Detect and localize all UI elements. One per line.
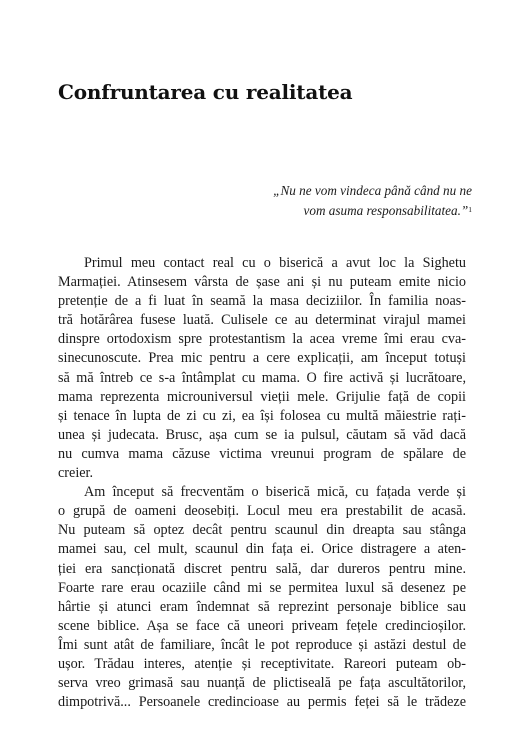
chapter-body xyxy=(58,254,466,712)
paragraph-1 xyxy=(58,254,466,483)
text-line: Marmației. Atinsesem vârsta de șase ani și nu puteam emite nicio xyxy=(58,274,466,291)
text-line: Foarte rare erau ocaziile când mi se permitea luxul să desenez pe xyxy=(58,579,466,596)
text-line: scene biblice. Așa se face că uneori priveam fețele credincioșilor. xyxy=(58,617,466,634)
text-line: pretenție de a fi luat în seamă la masa deciziilor. În familia noas- xyxy=(58,293,466,310)
text-line: ușor. Trădau interes, atenție și receptivitate. Rareori puteam ob- xyxy=(58,655,466,672)
text-line: nu cumva mama căzuse victima vreunui program de spălare de xyxy=(58,445,466,462)
text-line: Nu puteam să optez decât pentru scaunul din dreapta sau stânga xyxy=(58,522,466,539)
epigraph-line-text: vom asuma responsabilitatea.” xyxy=(303,203,469,218)
text-line: unea și judecata. Brusc, așa cum se ia pulsul, căutam să văd dacă xyxy=(58,426,466,443)
text-line: mama reprezenta microuniversul vieții mele. Grijulie față de copii xyxy=(58,388,466,405)
epigraph-line xyxy=(172,181,472,201)
text-line: să mă întreb ce s-a întâmplat cu mama. O fire activă și lucrătoare, xyxy=(58,369,466,386)
text-line: mamei sau, cel mult, scaunul din fața ei. Orice distragere a aten- xyxy=(58,541,466,558)
epigraph xyxy=(172,181,472,221)
paragraph-2 xyxy=(58,483,466,712)
text-line: tră hotărârea fusese luată. Culisele ce au determinat virajul mamei xyxy=(58,312,466,329)
epigraph-line xyxy=(172,201,472,221)
text-line: și tenace în lupta de zi cu zi, ea își folosea cu multă măiestrie rați- xyxy=(58,407,466,424)
text-line: Primul meu contact real cu o biserică a avut loc la Sighetu xyxy=(84,255,466,271)
chapter-title: Confruntarea cu realitatea xyxy=(58,80,353,104)
epigraph-line-text: „Nu ne vom vindeca până când nu ne xyxy=(273,183,472,198)
text-line: Îmi sunt atât de familiare, încât le pot reproduce și astăzi destul de xyxy=(58,636,466,653)
text-line: creier. xyxy=(58,465,94,482)
text-line: sinecunoscute. Prea mic pentru a cere explicații, am început totuși xyxy=(58,350,466,367)
text-line: serva vreo grimasă sau nuanță de plictiseală pe fața ascultătorilor, xyxy=(58,675,466,692)
text-line: o grupă de oameni deosebiți. Locul meu era prestabilit de acasă. xyxy=(58,503,466,520)
text-line: dimpotrivă... Persoanele credincioase au permis feței să le trădeze xyxy=(58,694,466,711)
text-line: ției era sancționată discret pentru sală, dar dureros pentru mine. xyxy=(58,560,466,577)
footnote-marker: 1 xyxy=(468,205,472,214)
text-line: hârtie și atunci eram îndemnat să reprezint personaje biblice sau xyxy=(58,598,466,615)
text-line: Am început să frecventăm o biserică mică, cu fațada verde și xyxy=(84,484,466,501)
text-line: dinspre ortodoxism spre protestantism la acea vreme îmi erau cva- xyxy=(58,331,466,348)
